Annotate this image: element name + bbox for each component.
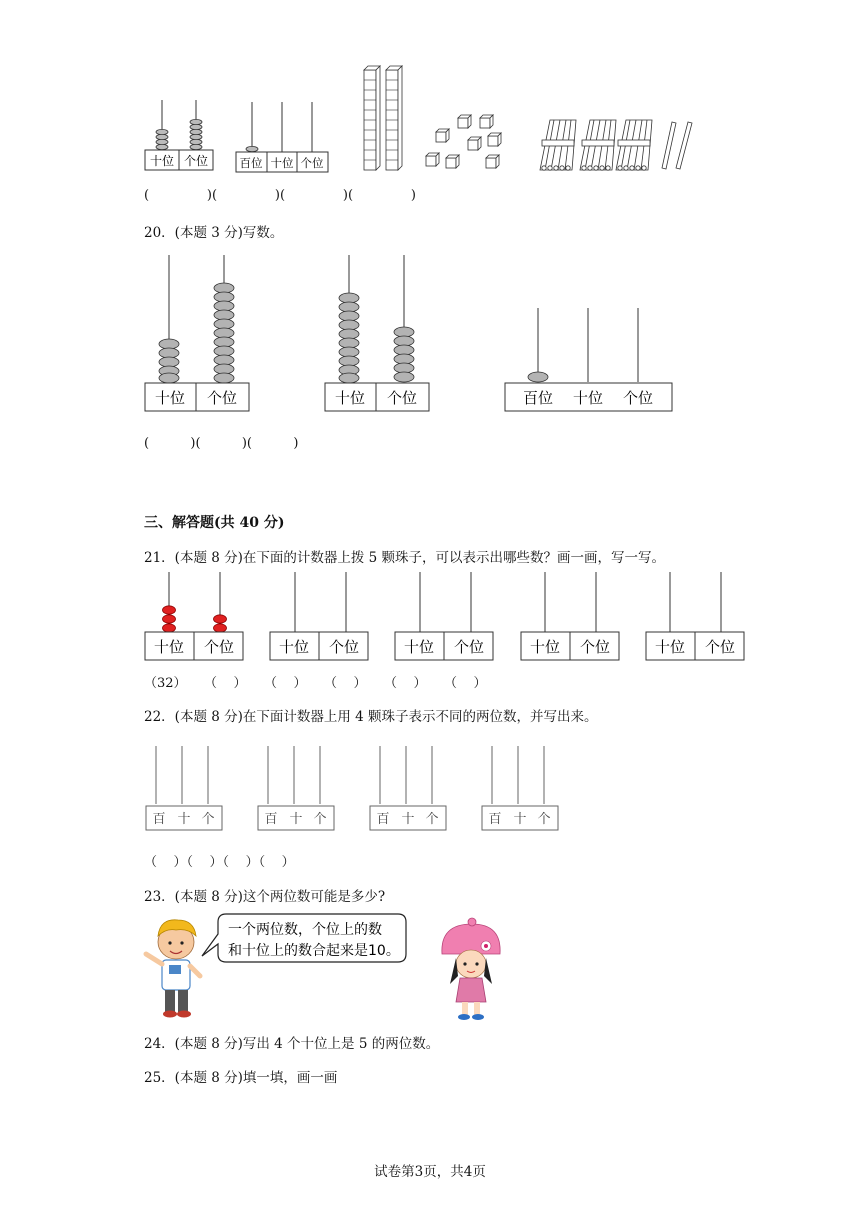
q22-abacus1-ones: 个 bbox=[201, 812, 215, 827]
q20-abacus-b-label-ones: 个位 bbox=[386, 389, 418, 407]
q21-abacus2-ones: 个位 bbox=[328, 638, 360, 656]
q22-abacus2-ones: 个 bbox=[313, 812, 327, 827]
q21-blank-1[interactable]: （ ） bbox=[204, 676, 247, 691]
q20-abacus-a-label-tens: 十位 bbox=[154, 389, 186, 407]
q22-abacus3-ones: 个 bbox=[425, 812, 439, 827]
q21-abacus-row bbox=[140, 568, 750, 664]
q21-abacus1-ones: 个位 bbox=[203, 638, 235, 656]
girl-figure bbox=[442, 918, 500, 1020]
q23-illustration bbox=[140, 910, 520, 1024]
q21-example-answer: （32） bbox=[144, 676, 187, 691]
q20-abacus-c-label-tens: 十位 bbox=[572, 389, 604, 407]
q22-abacus4-ones: 个 bbox=[537, 812, 551, 827]
q19-abacus2-label-ones: 个位 bbox=[300, 156, 324, 170]
q20-illustrations bbox=[140, 250, 680, 416]
q19-abacus1-label-tens: 十位 bbox=[149, 154, 175, 168]
q20-abacus-b-label-tens: 十位 bbox=[334, 389, 366, 407]
q21-blank-3[interactable]: （ ） bbox=[324, 676, 367, 691]
q19-stick-bundles bbox=[540, 120, 692, 170]
q20-abacus-c bbox=[505, 308, 672, 411]
q21-abacus-3[interactable] bbox=[395, 572, 493, 660]
q20-abacus-a-label-ones: 个位 bbox=[206, 389, 238, 407]
q20-abacus-b bbox=[325, 255, 429, 411]
q21-abacus-5[interactable] bbox=[646, 572, 744, 660]
q23-text: 23．(本题 8 分)这个两位数可能是多少? bbox=[144, 889, 386, 905]
q22-text: 22．(本题 8 分)在下面计数器上用 4 颗珠子表示不同的两位数，并写出来。 bbox=[144, 709, 598, 725]
q21-abacus4-tens: 十位 bbox=[529, 638, 561, 656]
q22-abacus2-hundreds: 百 bbox=[264, 812, 278, 827]
speech-bubble bbox=[202, 914, 406, 962]
q21-text: 21．(本题 8 分)在下面的计数器上拨 5 颗珠子，可以表示出哪些数？画一画，写一写。 bbox=[144, 550, 666, 566]
q19-abacus2-label-hundreds: 百位 bbox=[239, 156, 263, 170]
q19-unit-cubes bbox=[426, 115, 501, 168]
q21-blank-5[interactable]: （ ） bbox=[444, 676, 487, 691]
q22-abacus4-hundreds: 百 bbox=[488, 812, 502, 827]
q22-abacus2-tens: 十 bbox=[289, 812, 303, 827]
q21-blank-4[interactable]: （ ） bbox=[384, 676, 427, 691]
q21-blank-2[interactable]: （ ） bbox=[264, 676, 307, 691]
q22-abacus3-hundreds: 百 bbox=[376, 812, 390, 827]
q21-abacus-2[interactable] bbox=[270, 572, 368, 660]
q19-abacus-2 bbox=[236, 102, 328, 172]
q25-text: 25．(本题 8 分)填一填，画一画 bbox=[144, 1070, 338, 1086]
q19-ten-rods bbox=[364, 66, 402, 170]
q22-abacus1-tens: 十 bbox=[177, 812, 191, 827]
q20-abacus-a bbox=[145, 255, 249, 411]
q20-text: 20．(本题 3 分)写数。 bbox=[144, 225, 284, 241]
q21-abacus5-tens: 十位 bbox=[654, 638, 686, 656]
q21-abacus2-tens: 十位 bbox=[278, 638, 310, 656]
q21-abacus5-ones: 个位 bbox=[704, 638, 736, 656]
q22-abacus1-hundreds: 百 bbox=[152, 812, 166, 827]
q20-abacus-c-label-ones: 个位 bbox=[622, 389, 654, 407]
q19-abacus-1 bbox=[145, 100, 213, 170]
q20-abacus-c-label-hundreds: 百位 bbox=[522, 389, 554, 407]
q19-abacus2-label-tens: 十位 bbox=[270, 156, 294, 170]
q21-abacus-1 bbox=[145, 572, 243, 660]
q19-illustrations bbox=[140, 62, 710, 180]
q21-abacus3-ones: 个位 bbox=[453, 638, 485, 656]
q21-abacus-4[interactable] bbox=[521, 572, 619, 660]
q19-abacus1-label-ones: 个位 bbox=[183, 154, 209, 168]
q24-text: 24．(本题 8 分)写出 4 个十位上是 5 的两位数。 bbox=[144, 1036, 440, 1052]
q22-abacus4-tens: 十 bbox=[513, 812, 527, 827]
q22-abacus3-tens: 十 bbox=[401, 812, 415, 827]
q20-answer-row: ( )( )( ) bbox=[144, 436, 299, 451]
q22-answer-row: （ ）（ ）（ ）（ ） bbox=[144, 855, 295, 870]
boy-figure bbox=[146, 920, 200, 1018]
page-footer: 试卷第3页，共4页 bbox=[374, 1164, 486, 1180]
q22-abacus-row bbox=[140, 740, 570, 836]
q21-abacus3-tens: 十位 bbox=[403, 638, 435, 656]
q21-abacus4-ones: 个位 bbox=[579, 638, 611, 656]
q21-abacus1-tens: 十位 bbox=[153, 638, 185, 656]
speech-line-1: 一个两位数，个位上的数 bbox=[228, 922, 382, 938]
section-3-title: 三、解答题(共 40 分) bbox=[144, 515, 285, 531]
speech-line-2: 和十位上的数合起来是10。 bbox=[228, 943, 400, 959]
q19-answer-row: ( )( )( )( ) bbox=[144, 188, 416, 203]
